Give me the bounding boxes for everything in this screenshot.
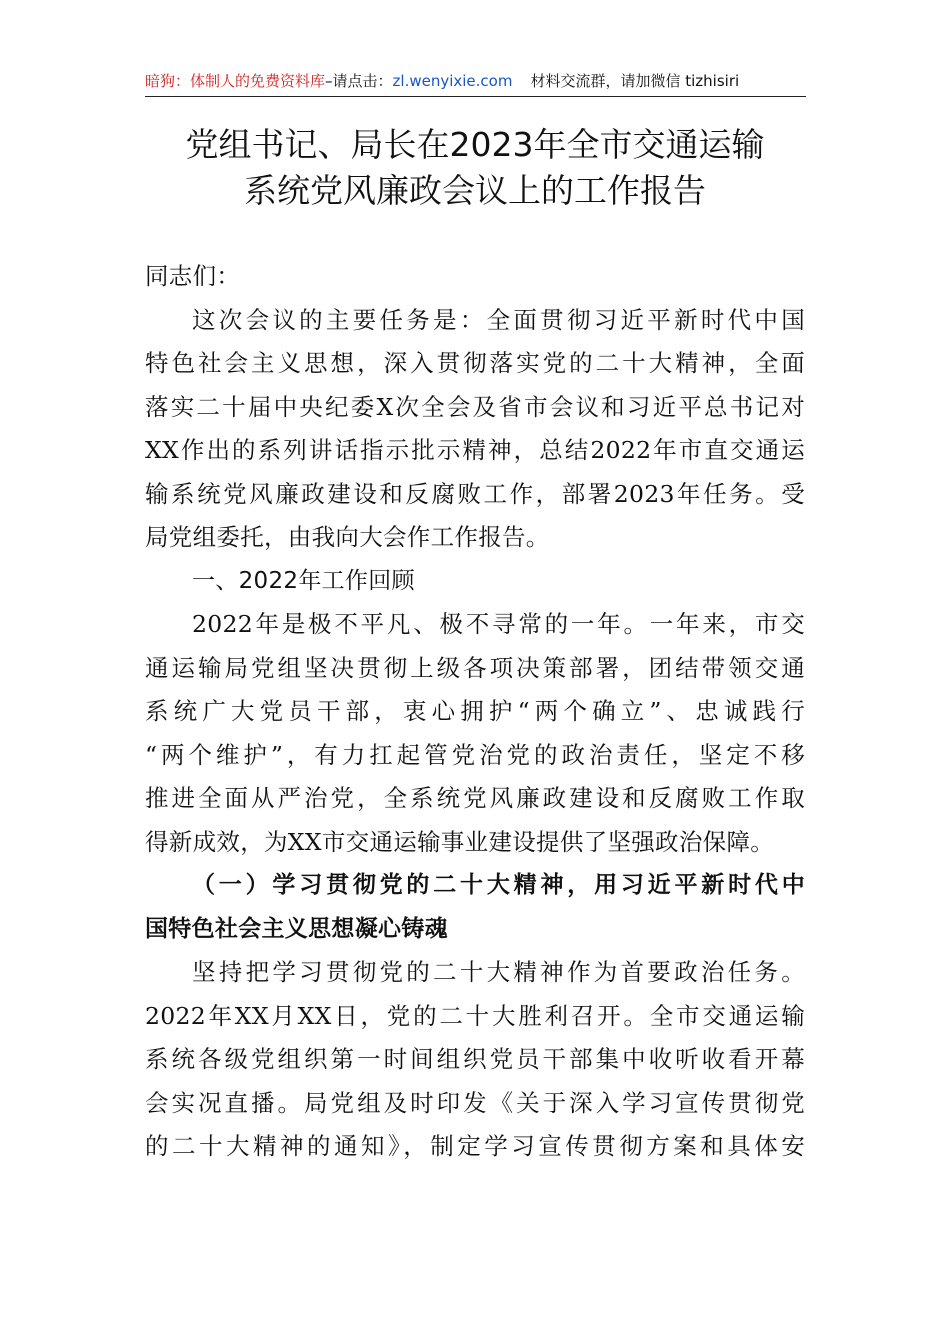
paragraph-line: 2022年是极不平凡、极不寻常的一年。一年来，市交: [192, 610, 805, 638]
paragraph-line: 2022年XX月XX日，党的二十大胜利召开。全市交通运输: [145, 1001, 805, 1030]
paragraph-line: 局党组委托，由我向大会作工作报告。: [145, 523, 550, 551]
paragraph-line: 得新成效，为XX市交通运输事业建设提供了坚强政治保障。: [145, 827, 775, 856]
header-group-note: 材料交流群，请加微信 tizhisiri: [530, 72, 740, 90]
header-click-prompt: –请点击：: [325, 72, 393, 90]
paragraph-line: 会实况直播。局党组及时印发《关于深入学习宣传贯彻党: [145, 1088, 805, 1117]
paragraph-line: 坚持把学习贯彻党的二十大精神作为首要政治任务。: [192, 958, 805, 986]
paragraph-line: 通运输局党组坚决贯彻上级各项决策部署，团结带领交通: [145, 653, 805, 682]
document-title: [110, 122, 840, 214]
paragraph-line: 的二十大精神的通知》，制定学习宣传贯彻方案和具体安: [145, 1132, 805, 1160]
header-brand: 暗狗：体制人的免费资料库: [145, 72, 326, 90]
paragraph-line: XX作出的系列讲话指示批示精神，总结2022年市直交通运: [145, 436, 805, 464]
page-header: [145, 66, 806, 97]
subsection-heading: （一）学习贯彻党的二十大精神，用习近平新时代中: [192, 872, 805, 898]
header-url-link[interactable]: zl.wenyixie.com: [392, 72, 513, 90]
title-line: 党组书记、局长在2023年全市交通运输: [185, 125, 765, 164]
paragraph-line: 落实二十届中央纪委X次全会及省市会议和习近平总书记对: [145, 392, 805, 421]
document-body: [145, 255, 805, 1169]
paragraph-line: 这次会议的主要任务是：全面贯彻习近平新时代中国: [192, 305, 805, 334]
title-line: 系统党风廉政会议上的工作报告: [244, 171, 706, 210]
section-heading: 一、2022年工作回顾: [192, 567, 415, 594]
paragraph-line: 系统各级党组织第一时间组织党员干部集中收听收看开幕: [145, 1045, 805, 1073]
subsection-heading: 国特色社会主义思想凝心铸魂: [145, 915, 448, 942]
paragraph-line: 特色社会主义思想，深入贯彻落实党的二十大精神，全面: [145, 349, 805, 377]
paragraph-line: “两个维护”，有力扛起管党治党的政治责任，坚定不移: [145, 740, 805, 769]
paragraph-line: 推进全面从严治党，全系统党风廉政建设和反腐败工作取: [145, 784, 805, 812]
paragraph-line: 系统广大党员干部，衷心拥护“两个确立”、忠诚践行: [145, 697, 805, 725]
paragraph-line: 输系统党风廉政建设和反腐败工作，部署2023年任务。受: [145, 479, 805, 508]
salutation: 同志们：: [145, 262, 241, 290]
